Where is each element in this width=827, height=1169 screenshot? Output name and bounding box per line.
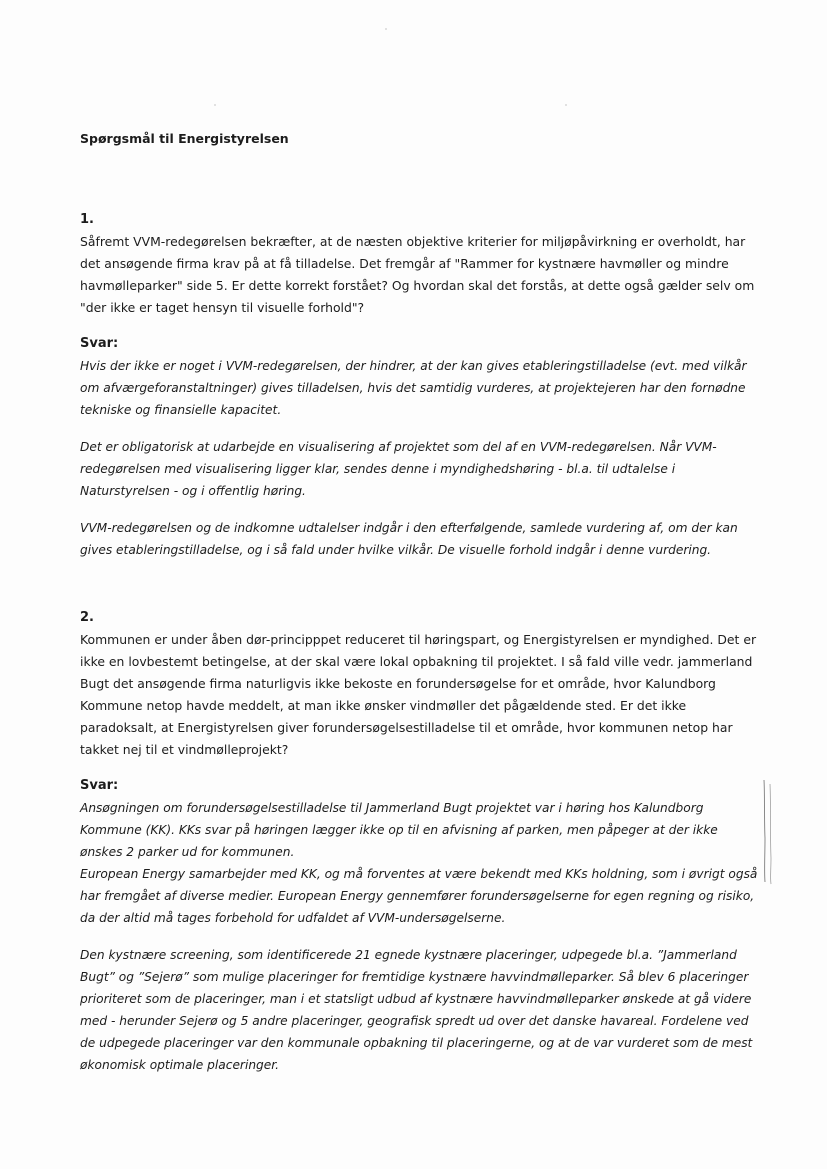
answer-paragraph: Det er obligatorisk at udarbejde en visualisering af projektet som del af en VVM-redegørelsen. Når VVM-redegørelsen med visualisering ligger klar, sendes denne i myndighedshøring - bl.a. til udtalelse i Naturstyrelsen - og i offentlig høring. <box>80 440 717 498</box>
margin-bracket-mark <box>760 778 774 886</box>
scan-speck <box>214 104 216 106</box>
question-section-2 <box>80 607 760 1076</box>
question-section-1 <box>80 209 760 561</box>
question-text: Såfremt VVM-redegørelsen bekræfter, at de næsten objektive kriterier for miljøpåvirkning er overholdt, har det ansøgende firma krav på at få tilladelse. Det fremgår af "Rammer for kystnære havmøller og mindre havmølleparker" side 5. Er dette korrekt forstået? Og hvordan skal det forstås, at dette også gælder selv om "der ikke er taget hensyn til visuelle forhold"? <box>80 234 755 315</box>
answer-paragraph: European Energy samarbejder med KK, og må forventes at være bekendt med KKs holdning, som i øvrigt også har fremgået af diverse medier. European Energy gennemfører forundersøgelserne for egen regning og risiko, da der altid må tages forbehold for udfaldet af VVM-undersøgelserne. <box>80 867 758 925</box>
scan-speck <box>565 104 567 106</box>
scan-speck <box>385 28 387 30</box>
answer-paragraph: VVM-redegørelsen og de indkomne udtalelser indgår i den efterfølgende, samlede vurdering af, om der kan gives etableringstilladelse, og i så fald under hvilke vilkår. De visuelle forhold indgår i denne vurdering. <box>80 521 738 557</box>
document-content <box>80 130 760 1076</box>
answer-paragraph: Den kystnære screening, som identificerede 21 egnede kystnære placeringer, udpegede bl.a. ”Jammerland Bugt” og ”Sejerø” som mulige placeringer for fremtidige kystnære havvindmølleparker. Så blev 6 placeringer prioriteret som de placeringer, man i et statsligt udbud af kystnære havvindmølleparker ønskede at gå videre med - herunder Sejerø og 5 andre placeringer, geografisk spredt ud over det danske havareal. Fordelene ved de udpegede placeringer var den kommunale opbakning til placeringerne, og at de var vurderet som de mest økonomisk optimale placeringer. <box>80 948 753 1072</box>
answer-label: Svar: <box>80 336 119 351</box>
answer-paragraph: Ansøgningen om forundersøgelsestilladelse til Jammerland Bugt projektet var i høring hos Kalundborg Kommune (KK). KKs svar på høringen lægger ikke op til en afvisning af parken, men påpeger at der ikke ønskes 2 parker ud for kommunen. <box>80 801 718 859</box>
answer-paragraph: Hvis der ikke er noget i VVM-redegørelsen, der hindrer, at der kan gives etableringstilladelse (evt. med vilkår om afværgeforanstaltninger) gives tilladelsen, hvis det samtidig vurderes, at projektejeren har den fornødne tekniske og finansielle kapacitet. <box>80 359 747 417</box>
question-number: 2. <box>80 610 94 625</box>
answer-label: Svar: <box>80 778 119 793</box>
section-spacer <box>80 561 760 607</box>
question-text: Kommunen er under åben dør-principppet reduceret til høringspart, og Energistyrelsen er myndighed. Det er ikke en lovbestemt betingelse, at der skal være lokal opbakning til projektet. I så fald ville vedr. jammerland Bugt det ansøgende firma naturligvis ikke bekoste en forundersøgelse for et område, hvor Kalundborg Kommune netop havde meddelt, at man ikke ønsker vindmøller det pågældende sted. Er det ikke paradoksalt, at Energistyrelsen giver forundersøgelsestilladelse til et område, hvor kommunen netop har takket nej til et vindmølleprojekt? <box>80 632 757 757</box>
document-title: Spørgsmål til Energistyrelsen <box>80 131 289 146</box>
question-number: 1. <box>80 212 94 227</box>
